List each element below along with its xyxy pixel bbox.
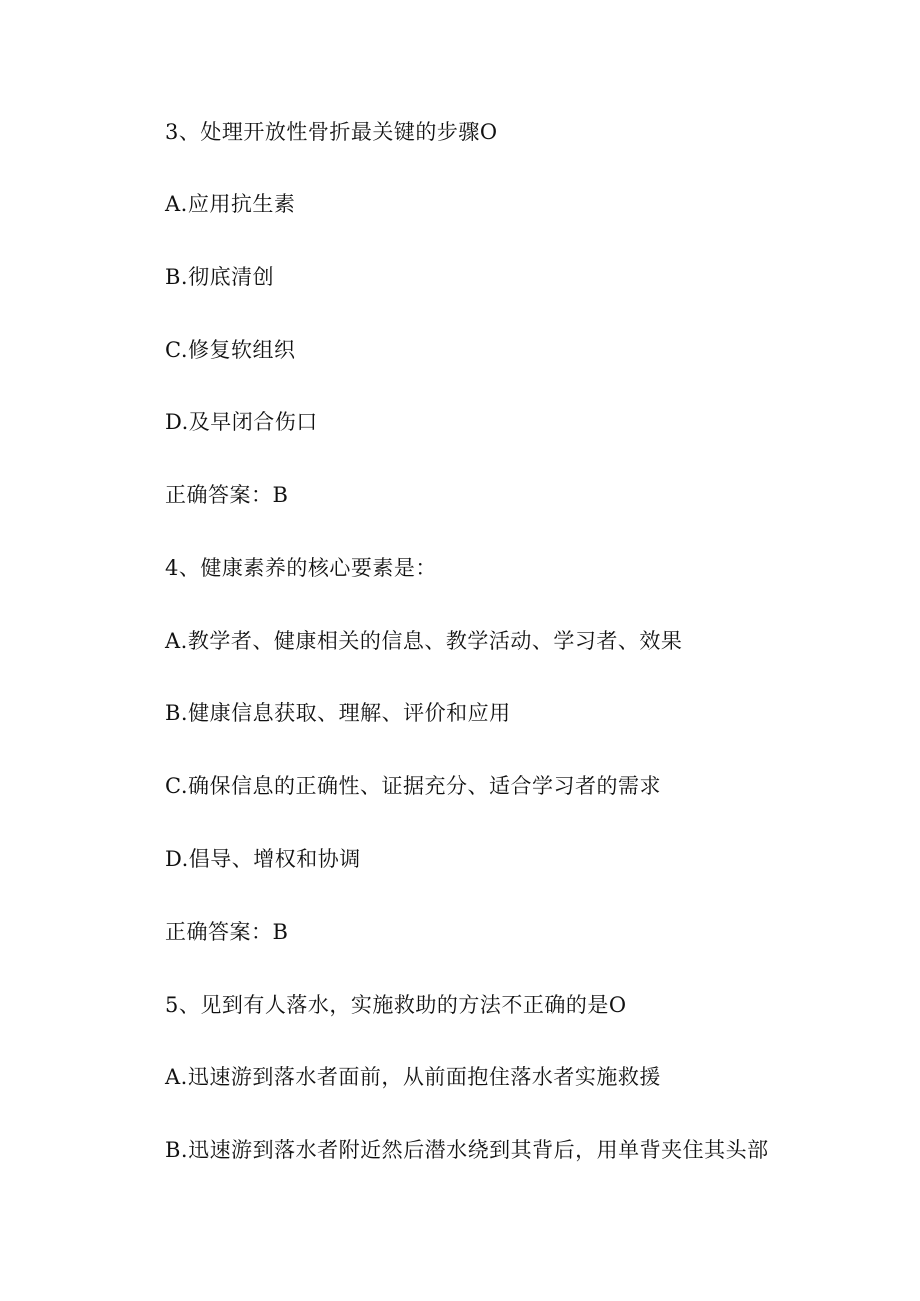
question-5-option-a: A.迅速游到落水者面前，从前面抱住落水者实施救援 <box>165 1065 661 1089</box>
question-4-option-b: B.健康信息获取、理解、评价和应用 <box>165 701 511 725</box>
question-3-option-b: B.彻底清创 <box>165 265 275 289</box>
question-3-option-a: A.应用抗生素 <box>165 192 296 216</box>
question-3-option-c: C.修复软组织 <box>165 338 296 362</box>
question-4-answer: 正确答案：B <box>165 920 289 944</box>
question-4-option-a: A.教学者、健康相关的信息、教学活动、学习者、效果 <box>165 629 683 653</box>
question-4-stem: 4、健康素养的核心要素是： <box>165 556 437 580</box>
question-5-stem: 5、见到有人落水，实施救助的方法不正确的是O <box>165 993 627 1017</box>
question-5-option-b: B.迅速游到落水者附近然后潜水绕到其背后，用单背夹住其头部 <box>165 1138 769 1162</box>
question-4-option-c: C.确保信息的正确性、证据充分、适合学习者的需求 <box>165 774 661 798</box>
question-3-answer: 正确答案：B <box>165 483 289 507</box>
question-3-stem: 3、处理开放性骨折最关键的步骤O <box>165 120 498 144</box>
question-3-option-d: D.及早闭合伤口 <box>165 410 318 434</box>
question-4-option-d: D.倡导、增权和协调 <box>165 847 361 871</box>
